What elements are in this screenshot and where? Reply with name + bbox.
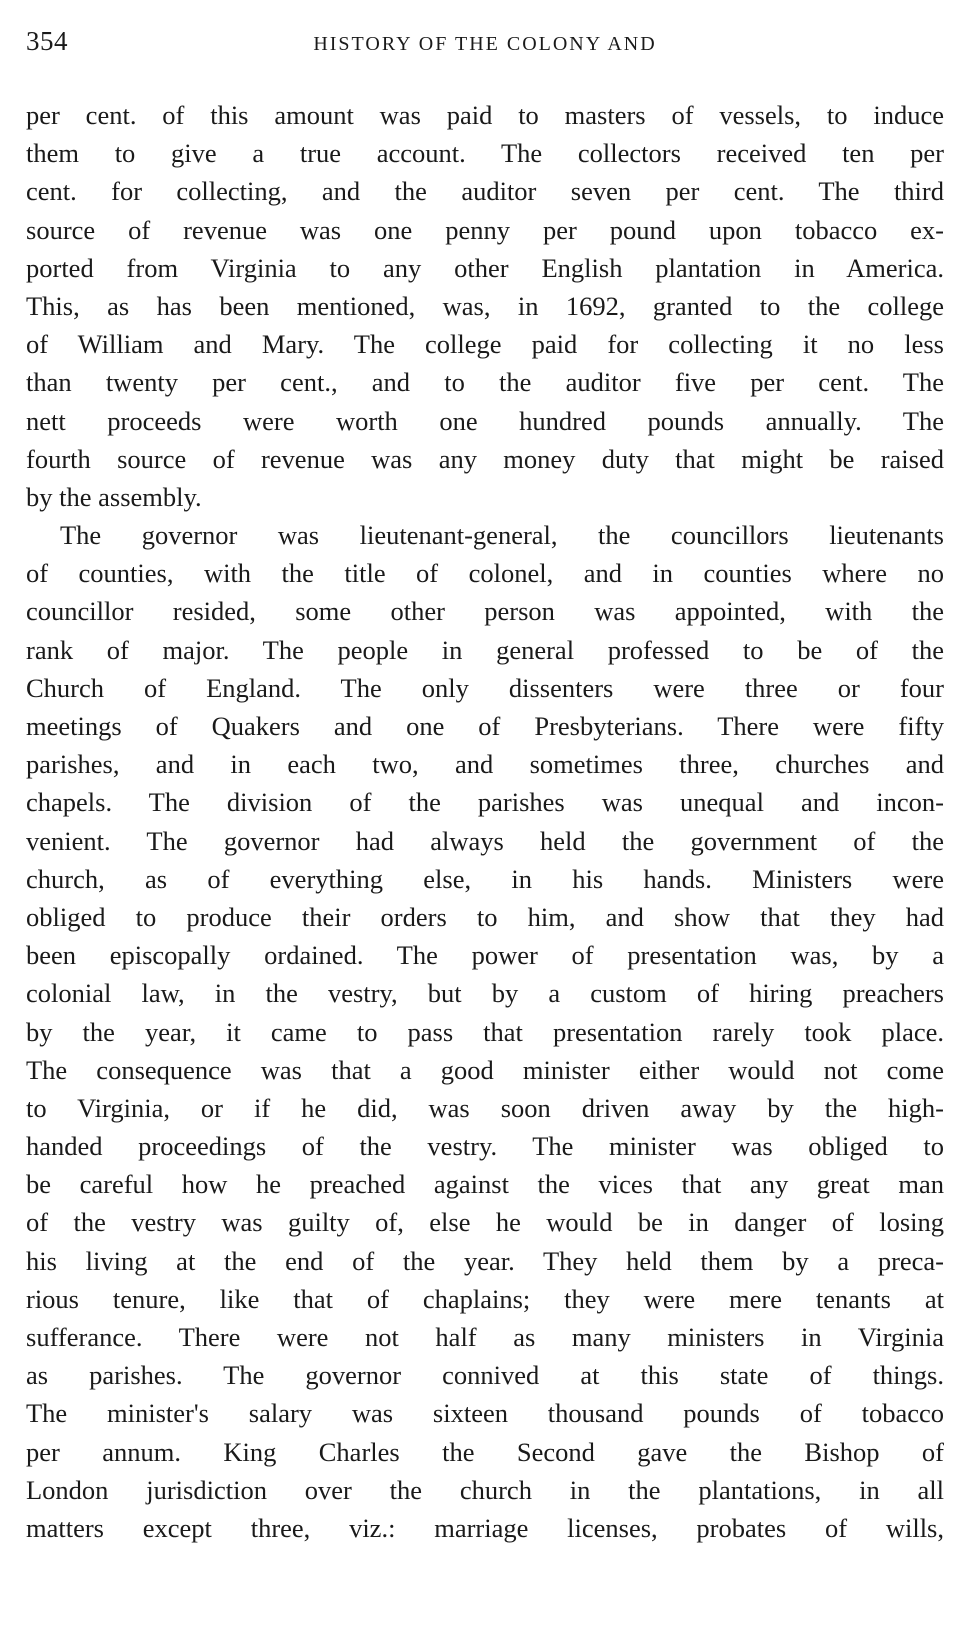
text-line: his living at the end of the year. They held them by a preca- [26, 1245, 944, 1276]
text-line: church, as of everything else, in his hands. Ministers were [26, 863, 944, 894]
text-line: The governor was lieutenant-general, the councillors lieutenants [60, 520, 944, 551]
text-line: rank of major. The people in general professed to be of the [26, 634, 944, 665]
text-line: The minister's salary was sixteen thousand pounds of tobacco [26, 1398, 944, 1429]
text-line: Church of England. The only dissenters were three or four [26, 672, 944, 703]
running-head [26, 0, 944, 60]
paragraph-1 [26, 96, 944, 516]
text-line: ported from Virginia to any other English plantation in America. [26, 252, 944, 283]
text-line: parishes, and in each two, and sometimes three, churches and [26, 749, 944, 780]
text-line: rious tenure, like that of chaplains; they were mere tenants at [26, 1283, 944, 1314]
text-line: than twenty per cent., and to the auditor five per cent. The [26, 367, 944, 398]
text-line: fourth source of revenue was any money duty that might be raised [26, 443, 944, 474]
text-line: handed proceedings of the vestry. The minister was obliged to [26, 1131, 944, 1162]
text-line: chapels. The division of the parishes was unequal and incon- [26, 787, 944, 818]
text-line: London jurisdiction over the church in the plantations, in all [26, 1474, 944, 1505]
text-line: been episcopally ordained. The power of presentation was, by a [26, 940, 944, 971]
text-line: meetings of Quakers and one of Presbyterians. There were fifty [26, 711, 944, 741]
text-line: of William and Mary. The college paid for collecting it no less [26, 329, 944, 360]
text-line: colonial law, in the vestry, but by a custom of hiring preachers [26, 978, 944, 1009]
text-line: This, as has been mentioned, was, in 1692, granted to the college [26, 290, 944, 321]
text-line: to Virginia, or if he did, was soon driven away by the high- [26, 1092, 944, 1123]
body-text [26, 96, 944, 1547]
text-line: by the assembly. [26, 481, 202, 512]
text-line: venient. The governor had always held the government of the [26, 825, 944, 856]
text-line: sufferance. There were not half as many ministers in Virginia [26, 1322, 944, 1352]
text-line: per cent. of this amount was paid to masters of vessels, to induce [26, 100, 944, 130]
book-page [26, 0, 944, 1543]
running-title: HISTORY OF THE COLONY AND [313, 33, 657, 55]
text-line: them to give a true account. The collectors received ten per [26, 138, 944, 169]
text-line: councillor resided, some other person was appointed, with the [26, 596, 944, 627]
page-number: 354 [26, 26, 68, 56]
text-line: of the vestry was guilty of, else he would be in danger of losing [26, 1207, 944, 1238]
text-line: cent. for collecting, and the auditor seven per cent. The third [26, 176, 944, 207]
text-line: source of revenue was one penny per pound upon tobacco ex- [26, 214, 944, 245]
text-line: of counties, with the title of colonel, and in counties where no [26, 558, 944, 589]
text-line: matters except three, viz.: marriage licenses, probates of wills, [26, 1512, 944, 1543]
text-line: be careful how he preached against the vices that any great man [26, 1169, 944, 1200]
text-line: obliged to produce their orders to him, and show that they had [26, 901, 944, 932]
text-line: by the year, it came to pass that presentation rarely took place. [26, 1016, 944, 1047]
paragraph-2 [26, 516, 944, 1547]
text-line: nett proceeds were worth one hundred pounds annually. The [26, 405, 944, 436]
text-line: The consequence was that a good minister either would not come [26, 1054, 944, 1085]
text-line: per annum. King Charles the Second gave the Bishop of [26, 1436, 944, 1467]
text-line: as parishes. The governor connived at this state of things. [26, 1360, 944, 1391]
